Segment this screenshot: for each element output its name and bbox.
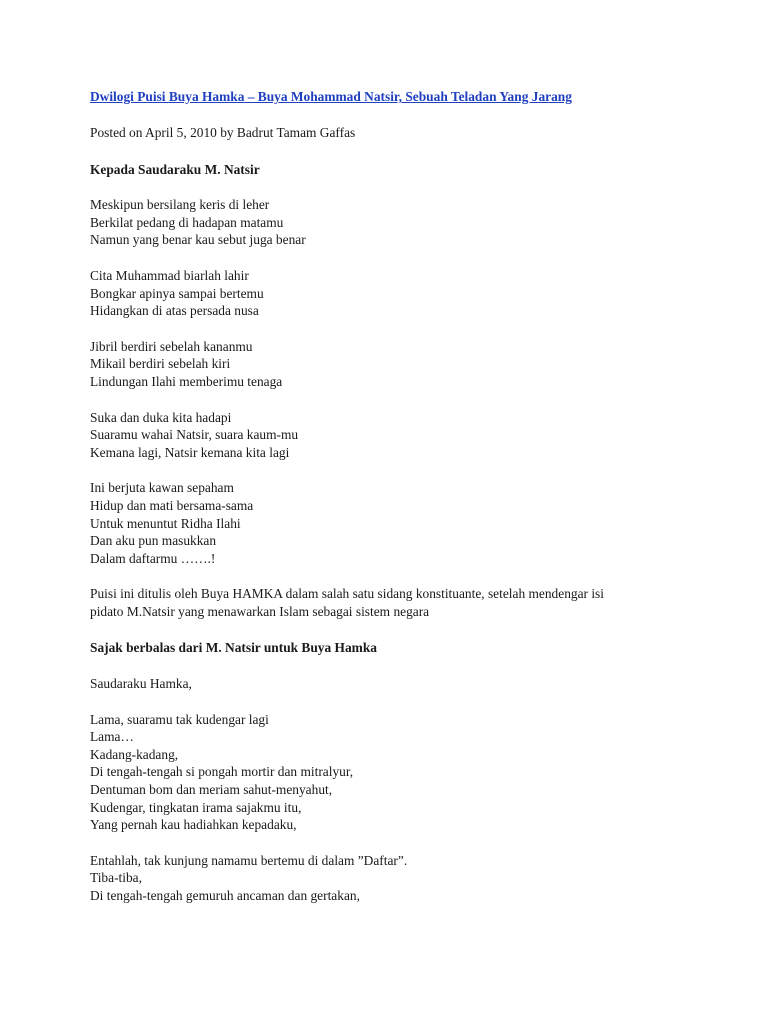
poem-line: Dalam daftarmu …….! [90,550,216,566]
poem2-salutation [90,675,730,693]
poem-line: Suka dan duka kita hadapi [90,409,232,425]
poem-line: Lama… [90,729,134,745]
note-line: Puisi ini ditulis oleh Buya HAMKA dalam salah satu sidang konstituante, setelah mendengar isi [90,586,604,602]
poem-line: Kudengar, tingkatan irama sajakmu itu, [90,799,302,815]
poem-line: Hidangkan di atas persada nusa [90,303,259,319]
poem1-stanza-2 [90,267,730,320]
poem1-stanza-3 [90,338,730,391]
poem1-heading: Kepada Saudaraku M. Natsir [90,161,260,177]
poem-line: Entahlah, tak kunjung namamu bertemu di dalam ”Daftar”. [90,852,408,868]
poem1-stanza-5 [90,479,730,567]
poem2-heading: Sajak berbalas dari M. Natsir untuk Buya Hamka [90,640,377,656]
poem-line: Yang pernah kau hadiahkan kepadaku, [90,817,297,833]
note-paragraph [90,585,730,620]
article-title-link[interactable]: Dwilogi Puisi Buya Hamka – Buya Mohammad Natsir, Sebuah Teladan Yang Jarang [90,89,572,104]
poem-line: Untuk menuntut Ridha Ilahi [90,515,241,531]
poem-line: Dan aku pun masukkan [90,533,217,549]
poem-line: Suaramu wahai Natsir, suara kaum-mu [90,427,299,443]
poem-line: Kemana lagi, Natsir kemana kita lagi [90,444,290,460]
poem1-stanza-1 [90,196,730,249]
poem-line: Meskipun bersilang keris di leher [90,197,270,213]
poem2-stanza-2 [90,852,730,905]
note-line: pidato M.Natsir yang menawarkan Islam sebagai sistem negara [90,603,430,619]
poem-line: Cita Muhammad biarlah lahir [90,267,249,283]
poem-line: Jibril berdiri sebelah kananmu [90,338,253,354]
poem-line: Bongkar apinya sampai bertemu [90,285,264,301]
poem1-stanza-4 [90,409,730,462]
poem-line: Dentuman bom dan meriam sahut-menyahut, [90,782,333,798]
poem-line: Hidup dan mati bersama-sama [90,497,254,513]
poem2-stanza-1 [90,711,730,834]
poem-line: Kadang-kadang, [90,746,179,762]
poem-line: Lindungan Ilahi memberimu tenaga [90,373,283,389]
post-meta: Posted on April 5, 2010 by Badrut Tamam Gaffas [90,125,356,140]
poem-line: Namun yang benar kau sebut juga benar [90,232,306,248]
poem-line: Di tengah-tengah si pongah mortir dan mitralyur, [90,764,354,780]
poem-line: Mikail berdiri sebelah kiri [90,356,231,372]
salutation-line: Saudaraku Hamka, [90,676,192,692]
poem-line: Lama, suaramu tak kudengar lagi [90,711,269,727]
poem-line: Ini berjuta kawan sepaham [90,480,234,496]
document-page [90,88,730,905]
poem-line: Tiba-tiba, [90,870,142,886]
poem-line: Berkilat pedang di hadapan matamu [90,214,284,230]
poem-line: Di tengah-tengah gemuruh ancaman dan gertakan, [90,888,360,903]
